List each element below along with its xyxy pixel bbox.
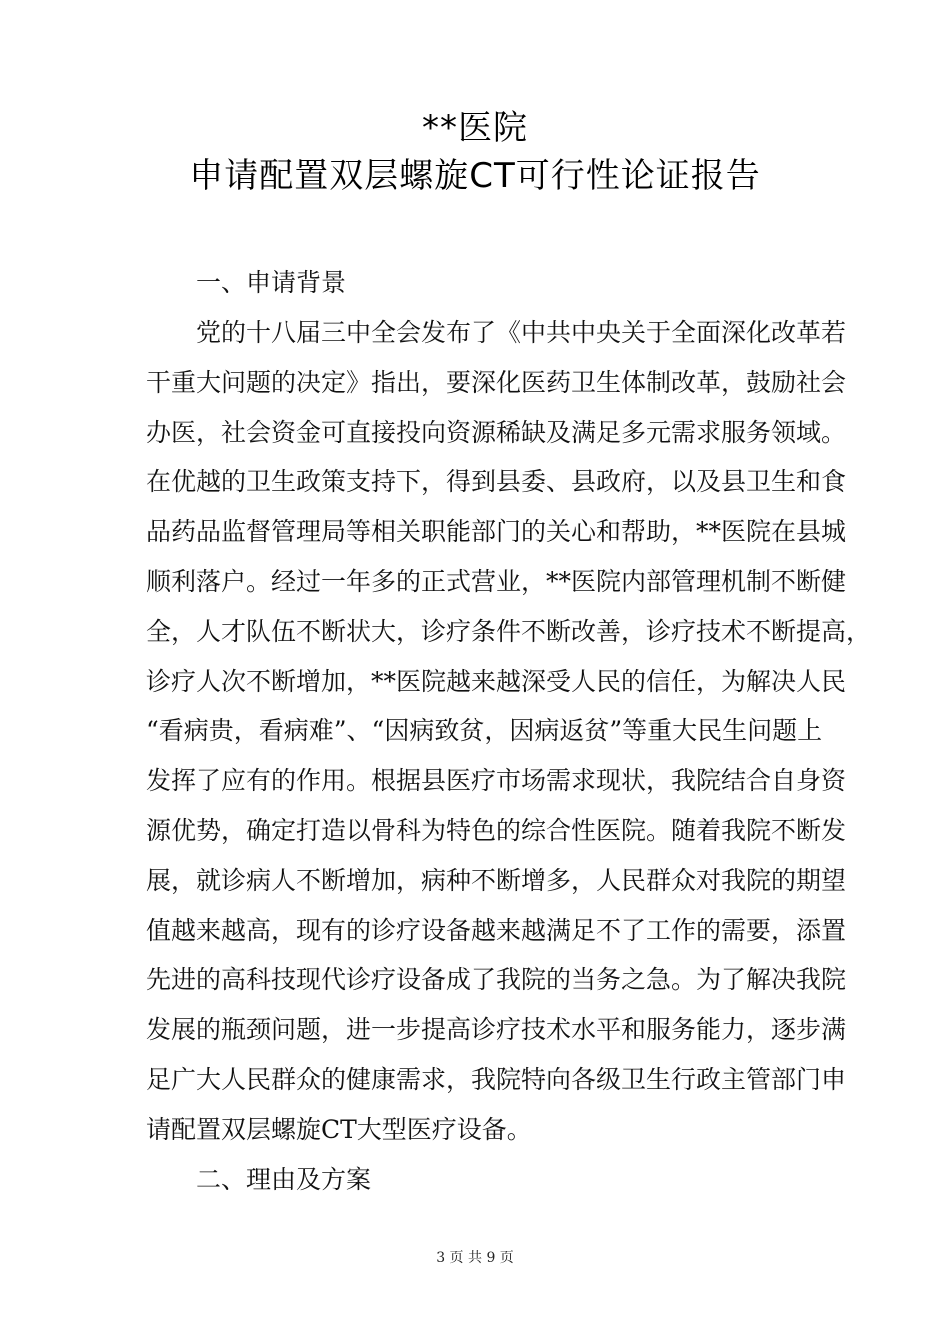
paragraph-line: 诊疗人次不断增加，**医院越来越深受人民的信任，为解决人民	[146, 666, 847, 696]
section-heading-reasons: 二、理由及方案	[196, 1165, 372, 1194]
paragraph-line: 全，人才队伍不断状大，诊疗条件不断改善，诊疗技术不断提高，	[146, 616, 872, 646]
paragraph-line: 办医，社会资金可直接投向资源稀缺及满足多元需求服务领域。	[146, 417, 847, 447]
paragraph-line: 请配置双层螺旋CT大型医疗设备。	[146, 1114, 532, 1144]
document-title-hospital: **医院	[422, 108, 528, 148]
paragraph-line: 展，就诊病人不断增加，病种不断增多，人民群众对我院的期望	[146, 865, 847, 895]
paragraph-line: 在优越的卫生政策支持下，得到县委、县政府，以及县卫生和食	[146, 467, 847, 497]
paragraph-line: 发挥了应有的作用。根据县医疗市场需求现状，我院结合自身资	[146, 766, 847, 796]
paragraph-line: 源优势，确定打造以骨科为特色的综合性医院。随着我院不断发	[146, 815, 847, 845]
paragraph-line: 足广大人民群众的健康需求，我院特向各级卫生行政主管部门申	[146, 1064, 847, 1094]
paragraph-line: 顺利落户。经过一年多的正式营业，**医院内部管理机制不断健	[146, 566, 847, 596]
section-body-background	[146, 308, 872, 1155]
section-heading-background: 一、申请背景	[196, 268, 347, 297]
paragraph-line: “看病贵，看病难”、“因病致贫，因病返贫”等重大民生问题上	[146, 716, 823, 746]
paragraph-line: 先进的高科技现代诊疗设备成了我院的当务之急。为了解决我院	[146, 965, 847, 995]
document-title-report: 申请配置双层螺旋CT可行性论证报告	[189, 156, 761, 196]
paragraph-line: 发展的瓶颈问题，进一步提高诊疗技术水平和服务能力，逐步满	[146, 1015, 847, 1045]
paragraph-line: 党的十八届三中全会发布了《中共中央关于全面深化改革若	[146, 318, 847, 347]
paragraph-line: 干重大问题的决定》指出，要深化医药卫生体制改革，鼓励社会	[146, 367, 847, 397]
page-number-footer: 3 页 共 9 页	[436, 1250, 514, 1266]
paragraph-line: 值越来越高，现有的诊疗设备越来越满足不了工作的需要，添置	[146, 915, 847, 945]
paragraph-line: 品药品监督管理局等相关职能部门的关心和帮助，**医院在县城	[146, 517, 847, 547]
